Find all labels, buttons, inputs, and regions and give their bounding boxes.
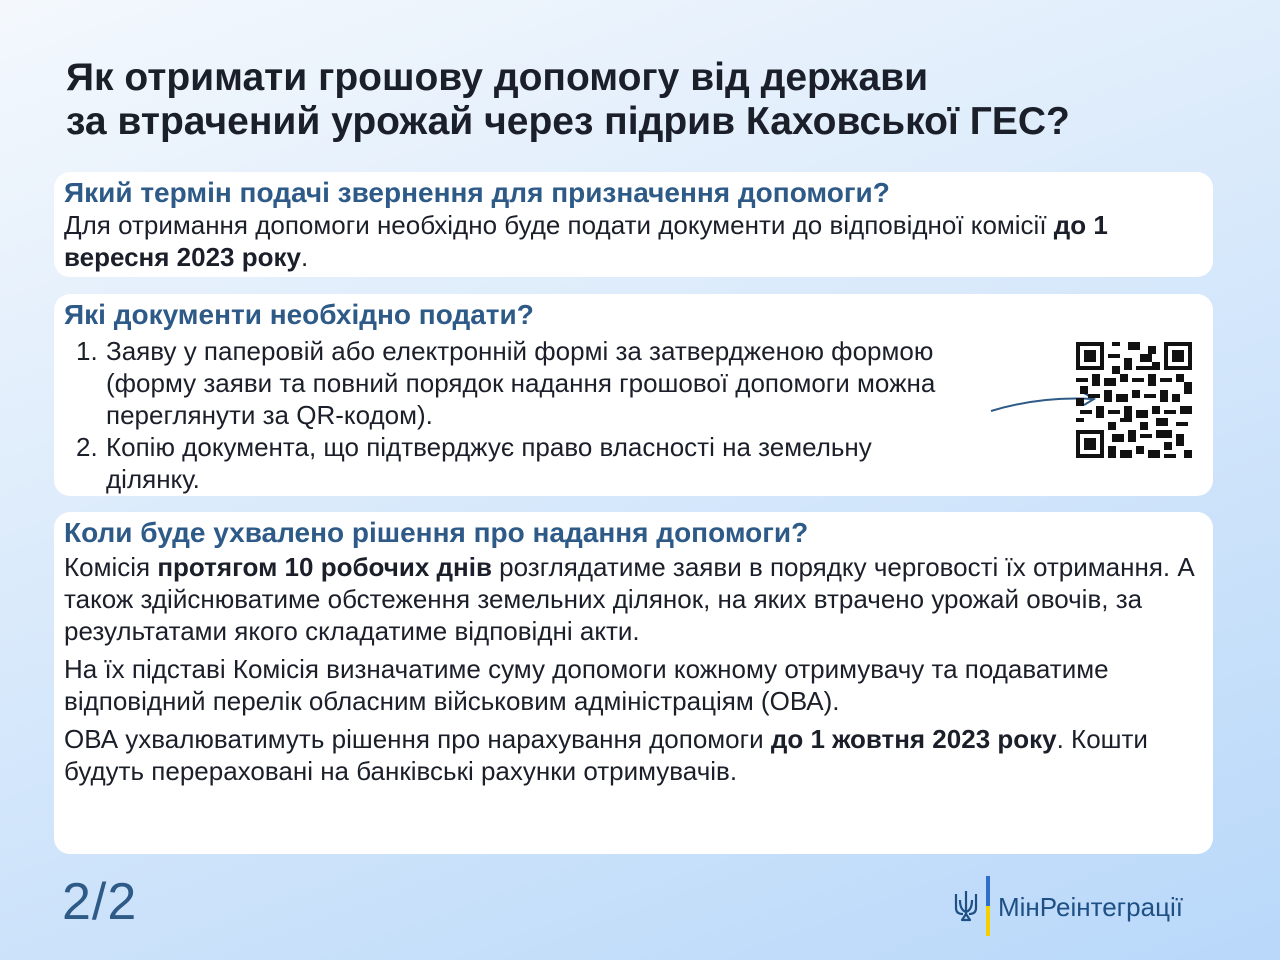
trident-icon [954,890,978,922]
page-number: 2/2 [62,873,138,931]
decision-paragraph-3 [64,723,1203,787]
document-item-number: 2. [76,432,98,462]
deadline-date: до 1 вересня 2023 року [64,210,1108,272]
ministry-name: МінРеінтеграції [998,892,1183,922]
documents-heading: Які документи необхідно подати? [64,299,534,330]
flag-stripe [986,876,990,936]
deadline-text [64,209,1203,273]
page-title [66,56,1246,144]
title-line-1: Як отримати грошову допомогу від держави [66,56,929,99]
decision-p1-term: протягом 10 робочих днів [157,552,492,582]
decision-p3-date: до 1 жовтня 2023 року [770,724,1057,754]
document-item-text: Заяву у паперовій або електронній формі за затвердженою формою (форму заяви та повний порядок надання грошової допомоги можна переглянути за QR-кодом). [106,336,936,430]
decision-heading: Коли буде ухвалено рішення про надання допомоги? [64,517,809,548]
decision-paragraph-1 [64,551,1203,647]
document-item-text: Копію документа, що підтверджує право власності на земельну ділянку. [106,432,872,494]
decision-card [54,512,1213,854]
decision-p3-end: . Кошти будуть перераховані на банківські рахунки отримувачів. [64,724,1148,786]
deadline-card [54,172,1213,277]
title-line-2: за втрачений урожай через підрив Каховської ГЕС? [66,100,1070,143]
qr-code-icon[interactable] [1076,342,1192,458]
document-item [64,431,906,495]
decision-p1-end: розглядатиме заяви в порядку черговості їх отримання. А також здійснюватиме обстеження земельних ділянок, на яких втрачено урожай овочів, за результатами якого складатиме відповідні акти. [64,552,1195,646]
deadline-text-end: . [300,242,309,272]
documents-card [54,294,1213,496]
decision-p1-start: Комісія [64,552,158,582]
document-item-number: 1. [76,336,98,366]
decision-p3-start: ОВА ухвалюватимуть рішення про нарахування допомоги [64,724,771,754]
decision-paragraph-2: На їх підставі Комісія визначатиме суму допомоги кожному отримувачу та подаватиме відповідний перелік обласним військовим адміністраціям (ОВА). [64,654,1109,716]
deadline-text-start: Для отримання допомоги необхідно буде подати документи до відповідної комісії [64,210,1054,240]
deadline-heading: Який термін подачі звернення для призначення допомоги? [64,177,890,208]
document-item [64,335,1026,431]
